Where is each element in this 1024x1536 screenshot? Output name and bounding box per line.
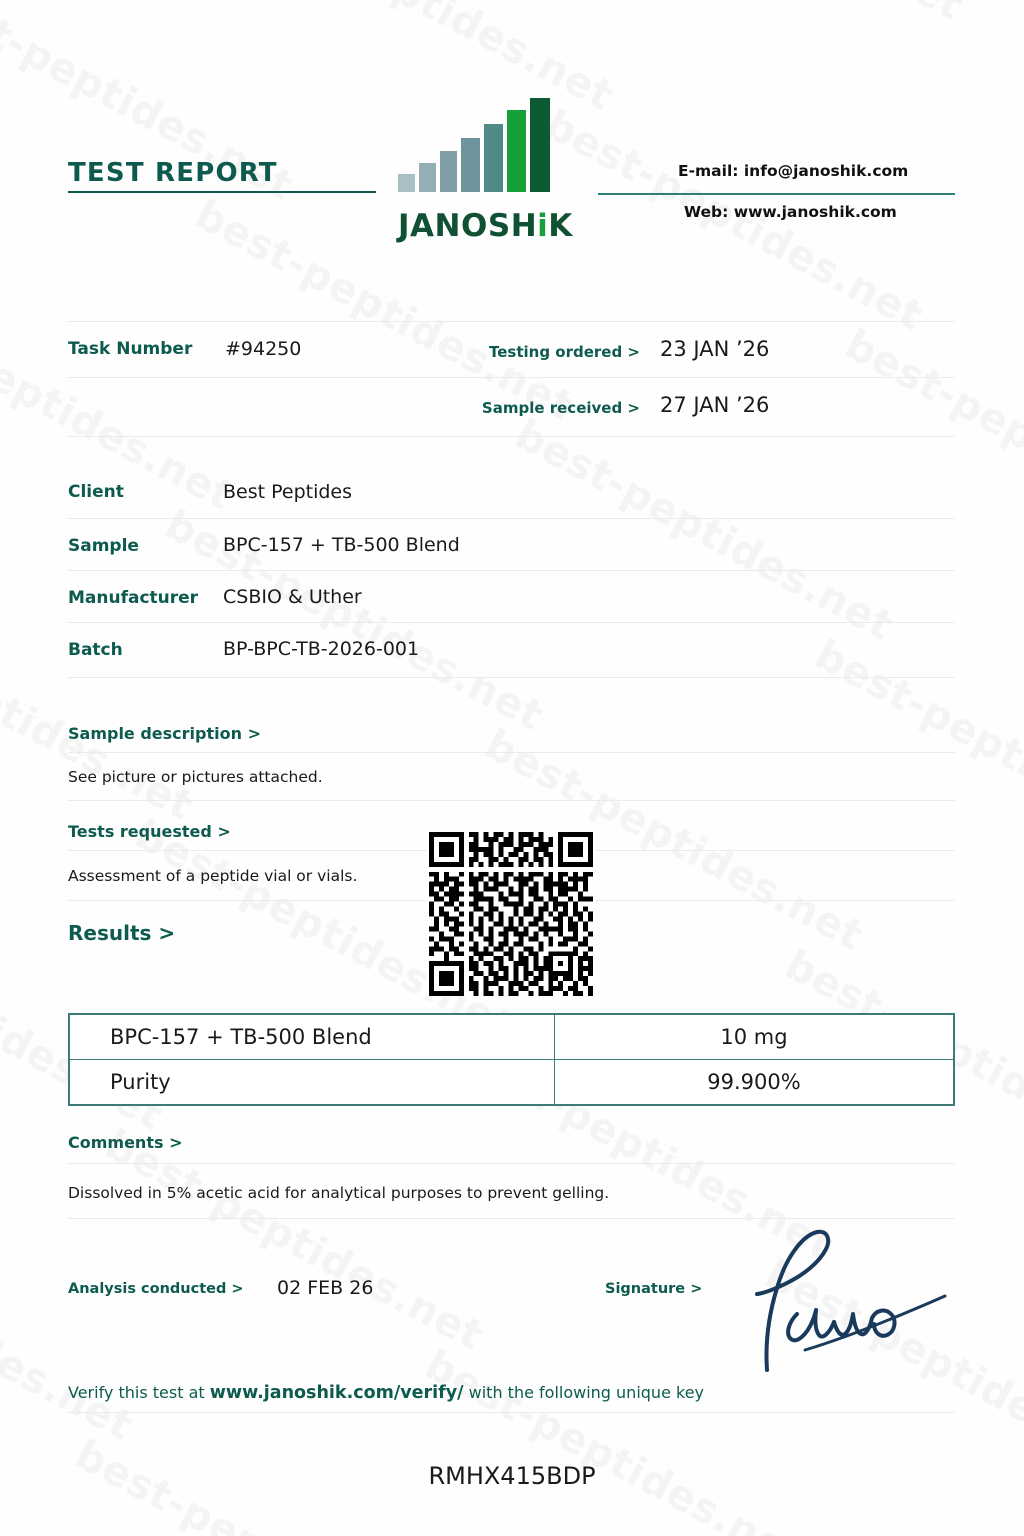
qr-svg [427,832,595,996]
comments-text: Dissolved in 5% acetic acid for analytical purposes to prevent gelling. [68,1184,610,1202]
verify-line [68,1383,704,1403]
watermark-text [837,320,1024,560]
rule [68,800,955,801]
results-table [68,1013,955,1106]
rule [68,321,955,322]
table-row [69,1014,954,1060]
sample-value: BPC-157 + TB-500 Blend [223,534,460,556]
tests-requested-text: Assessment of a peptide vial or vials. [68,867,358,885]
logo-bar-7 [530,98,550,192]
table-row [69,1060,954,1106]
rule [68,1412,955,1413]
task-number-label: Task Number [68,339,193,359]
verify-prefix: Verify this test at [68,1383,210,1402]
logo-bar-1 [398,174,415,192]
rule [68,622,955,623]
rule [68,677,955,678]
rule [68,1163,955,1164]
signature-label: Signature > [605,1281,703,1297]
watermark-text [417,1340,811,1536]
client-label: Client [68,482,124,502]
brand-text: JANOSHiK [398,208,573,244]
logo-bar-6 [507,110,526,192]
watermark-text [807,630,1024,870]
analysis-conducted-label: Analysis conducted > [68,1281,244,1297]
results-heading: Results > [68,921,176,945]
janoshik-logo [398,96,594,244]
comments-heading: Comments > [68,1133,183,1152]
batch-value: BP-BPC-TB-2026-001 [223,638,420,660]
rule [68,436,955,437]
contact-email: E-mail: info@janoshik.com [678,162,909,180]
contact-divider [598,193,955,195]
batch-label: Batch [68,640,123,660]
sample-received-value: 27 JAN ’26 [660,393,770,417]
sample-label: Sample [68,536,139,556]
watermark-text [757,1250,1024,1490]
logo-bars-icon [398,100,558,192]
analysis-conducted-value: 02 FEB 26 [277,1277,374,1299]
testing-ordered-value: 23 JAN ’26 [660,337,770,361]
result-name: Purity [69,1060,555,1106]
manufacturer-label: Manufacturer [68,588,199,608]
result-name: BPC-157 + TB-500 Blend [69,1014,555,1060]
logo-bar-3 [440,151,457,192]
logo-bar-4 [461,138,480,192]
result-value: 99.900% [555,1060,955,1106]
watermark-text [507,410,901,650]
tests-requested-heading: Tests requested > [68,822,231,841]
brand-wordmark [398,208,573,244]
testing-ordered-label: Testing ordered > [488,343,640,361]
logo-bar-5 [484,124,503,192]
sample-received-label: Sample received > [481,399,640,417]
task-number-value: #94250 [225,338,302,360]
watermark-text [0,1210,141,1450]
logo-bar-2 [419,163,436,192]
client-value: Best Peptides [223,481,353,503]
title-underline [68,191,376,193]
rule [68,377,955,378]
rule [68,518,955,519]
verify-suffix: with the following unique key [463,1383,704,1402]
watermark-text [0,590,201,830]
rule [68,570,955,571]
rule [68,1218,955,1219]
unique-key: RMHX415BDP [428,1462,596,1490]
page-title: TEST REPORT [68,158,278,188]
result-value: 10 mg [555,1014,955,1060]
sample-description-heading: Sample description > [68,724,261,743]
verify-url[interactable]: www.janoshik.com/verify/ [209,1383,464,1403]
watermark-text [97,1120,491,1360]
rule [68,752,955,753]
contact-web: Web: www.janoshik.com [684,203,897,221]
sample-description-text: See picture or pictures attached. [68,768,323,786]
watermark-text [577,0,971,30]
manufacturer-value: CSBIO & Uther [223,586,362,608]
signature-mark [745,1222,960,1372]
verification-qr-code [427,832,595,996]
